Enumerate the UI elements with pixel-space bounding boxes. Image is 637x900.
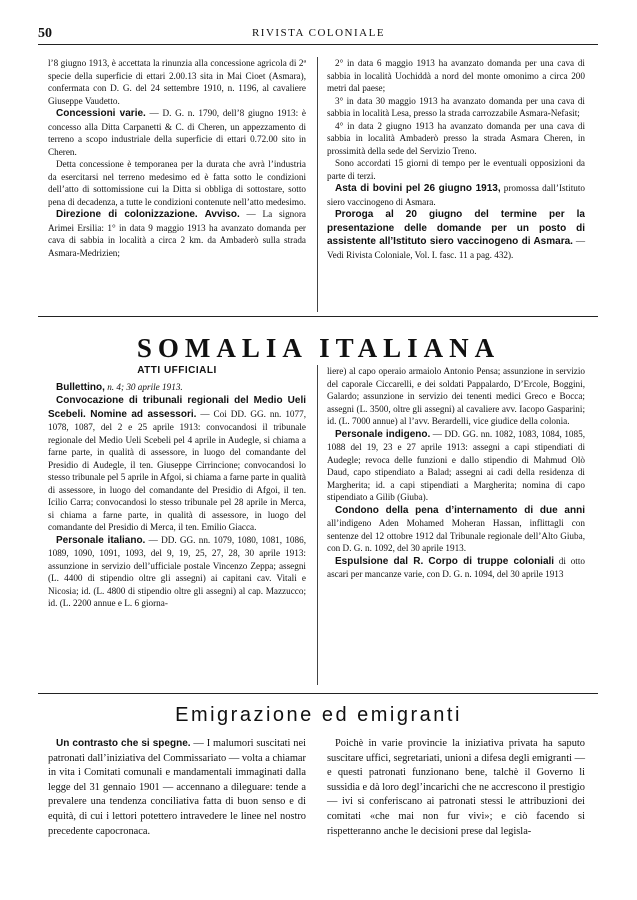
paragraph-with-heading <box>48 394 306 534</box>
emigrazione-left-column <box>48 737 306 839</box>
top-left-column <box>48 57 306 259</box>
paragraph-heading: Personale indigeno. <box>335 428 431 440</box>
top-right-column <box>327 57 585 261</box>
paragraph-text: Detta concessione è temporanea per la durata che avrà l’industria da esercitarsi nel terreno medesimo ed è fatta sotto le condizioni dell’atto di sottomissione cui la Ditta si obbliga di sottostare, sotto pena di decadenza, a tutte le condizioni contenute nell’atto medesimo. <box>48 159 306 207</box>
paragraph-text: all’indigeno Aden Mohamed Moheran Hassan, inflittagli con sentenze del 12 ottobre 1912 dal Tribunale regionale dell’Alto Giuba, con D. G. n. 1092, del 30 aprile 1913. <box>327 518 585 553</box>
section-rule-top <box>38 316 598 317</box>
paragraph-heading: Bullettino, <box>56 381 105 393</box>
somalia-right-column <box>327 365 585 581</box>
paragraph-text: l’8 giugno 1913, è accettata la rinunzia alla concessione agricola di 2ª specie della superficie di ettari 2.00.13 sita in Mai Cioet (Asmara), confermata con D. G. del 24 settembre 1910, n. 1196, al cavaliere Giuseppe Vaudetto. <box>48 58 306 106</box>
paragraph-with-heading <box>48 534 306 610</box>
paragraph-with-heading <box>327 555 585 581</box>
section-title-somalia: SOMALIA ITALIANA <box>136 333 501 363</box>
paragraph-heading: Direzione di colonizzazione. Avviso. <box>56 209 240 220</box>
paragraph-text: — I malumori suscitati nei patronati dall’iniziativa del Commissariato — volta a chiamar in vita i Comitati comunali e mandamentali immaginati dalla legge del 31 gennaio 1901 — accennano a dileguare: tende a prevalere una tendenza conciliativa fatta di buon senso e di equità, di cui i lettori potettero intravedere le linee nel nostro precedente capocronaca. <box>48 738 306 837</box>
paragraph-with-heading <box>327 504 585 555</box>
paragraph <box>327 95 585 120</box>
paragraph <box>327 365 585 428</box>
emigrazione-right-column <box>327 737 585 839</box>
paragraph-heading: Proroga al 20 giugno del termine per la presentazione delle domande per un posto di assistente all’Istituto siero vaccinogeno di Asmara. <box>327 209 585 247</box>
paragraph-with-heading <box>327 208 585 261</box>
paragraph-text: liere) al capo operaio armaiolo Antonio Pensa; assunzione in servizio del caporale Ciccarelli, e dei soldati Pappalardo, D’Ercole, Boggini, Galardo; assunzione in servizio dei tenenti medici Greco e Bocca; assegni (L. 3500, oltre gli assegni) al cavaliere avv. Iacopo Gasparini; id. (L. 7000 annue) al l’avv. Berardelli, vice giudice della colonia. <box>327 366 585 426</box>
somalia-column-divider <box>317 365 318 685</box>
paragraph-with-heading <box>327 182 585 208</box>
paragraph <box>48 158 306 208</box>
paragraph-with-heading <box>48 107 306 158</box>
paragraph-text: 3° in data 30 maggio 1913 ha avanzato domanda per una cava di sabbia in località Lesa, presso la strada carrozzabile Asmara-Nefasit; <box>327 95 585 118</box>
paragraph <box>327 737 585 839</box>
section-rule-bottom <box>38 693 598 694</box>
paragraph-heading: Condono della pena d’internamento di due anni <box>335 504 585 516</box>
paragraph-with-heading <box>327 428 585 504</box>
paragraph-heading: Convocazione di tribunali regionali del Medio Ueli Scebeli. Nomine ad assessori. <box>48 395 306 420</box>
paragraph-text: promossa dall’Istituto siero vaccinogeno di Asmara. <box>327 183 585 207</box>
paragraph-text: di otto ascari per mancanze varie, con D. G. n. 1094, del 30 aprile 1913 <box>327 555 585 579</box>
atti-ufficiali-heading: ATTI UFFICIALI <box>137 365 217 376</box>
paragraph-text: — DD. GG. nn. 1082, 1083, 1084, 1085, 1088 del 19, 23 e 27 aprile 1913: assegni a capi stipendiati di Audegle; revoca delle funzioni e dallo stipendio di Mahmud Olò Daud, capo stipendiato a Balad; assegni ai cadi della residenza di Margherita; id. a capi stipendiati a Margherita; nomina di capo stipendiato a Gilib (Giuba). <box>327 428 585 502</box>
paragraph-with-heading <box>48 381 306 395</box>
paragraph-text: — Vedi Rivista Coloniale, Vol. I. fasc. 11 a pag. 432). <box>327 236 585 260</box>
paragraph-with-heading <box>48 737 306 839</box>
paragraph-italic: n. 4; 30 aprile 1913. <box>104 381 183 392</box>
paragraph <box>48 57 306 107</box>
paragraph-heading: Un contrasto che si spegne. <box>56 738 191 749</box>
paragraph-text: Poichè in varie provincie la iniziativa privata ha saputo suscitare uffici, segretariati, unioni a difesa degli emigranti — e questi patronati funzionano bene, talchè il Governo li sussidia e dà loro degl’incarichi che ne accrescono il prestigio — ivi si conferiscano ai patronati stessi le attribuzioni dei comitati «che mai non fur vivi»; e ciò facendo si rispetteranno anche le decisioni prese dal legisla- <box>327 738 585 837</box>
paragraph-text: 4° in data 2 giugno 1913 ha avanzato domanda per una cava di sabbia in località Ambaderò presso la strada Asmara Cheren, in prossimità della sede del Servizio Treno. <box>327 120 585 156</box>
paragraph <box>327 120 585 158</box>
paragraph-text: — La signora Arimei Ersilia: 1° in data 9 maggio 1913 ha avanzato domanda per cava di sabbia in località a circa 2 km. da Ambaderò sulla strada Asmara-Medrizien; <box>48 209 306 258</box>
paragraph-heading: Personale italiano. <box>56 534 146 546</box>
running-title: RIVISTA COLONIALE <box>251 27 386 39</box>
paragraph-text: — DD. GG. nn. 1079, 1080, 1081, 1086, 1089, 1090, 1091, 1093, del 9, 19, 25, 27, 28, 30 aprile 1913: assunzione in servizio dell’ufficiale postale Vincenzo Zeppa; assegni (L. 4400 di stipendio oltre gli assegni) ai capitani cav. Vitali e Nicosia; id. (L. 4800 di stipendio oltre gli assegni) al cap. Mazzucco; id. (L. 2200 annue e L. 6 giorna- <box>48 534 306 608</box>
paragraph-heading: Asta di bovini pel 26 giugno 1913, <box>335 183 501 194</box>
page-number: 50 <box>38 26 52 41</box>
paragraph <box>327 157 585 182</box>
paragraph-text: — D. G. n. 1790, dell’8 giugno 1913: è concesso alla Ditta Carpanetti & C. di Cheren, un appezzamento di terreno a scopo industriale della superficie di ettari 0.72.00 sito in Cheren. <box>48 108 306 157</box>
top-column-divider <box>317 57 318 312</box>
paragraph-text: 2° in data 6 maggio 1913 ha avanzato domanda per una cava di sabbia in località Uochiddà a nord del monte omonimo a circa 200 metri dal paese; <box>327 58 585 93</box>
paragraph-heading: Espulsione dal R. Corpo di truppe coloniali <box>335 555 555 567</box>
section-title-emigrazione: Emigrazione ed emigranti <box>175 704 462 726</box>
paragraph-heading: Concessioni varie. <box>56 108 146 119</box>
paragraph-text: — Coi DD. GG. nn. 1077, 1078, 1087, del 2 e 25 aprile 1913: convocandosi il tribunale regionale del Medio Ueli Scebeli pel 4 aprile in Audegle, si chiama a farne parte, in qualità di assessore, in luogo del comandante del Presidio di Audegle, il ten. Giuseppe Cirrincione; convocandosi lo stesso tribunale pel 5 aprile in Afgoi, si chiama a farne parte in qualità di assessore, in luogo del comandante del Presidio di Afgoi, il ten. Icilio Carra; convocandosi lo stesso tribunale pel 28 aprile in Merca, si chiama a farne parte, in qualità di assessore, in luogo del comandante del Presidio di Merca, il ten. Emilio Giacca. <box>48 408 306 532</box>
paragraph <box>327 57 585 95</box>
paragraph-with-heading <box>48 208 306 259</box>
somalia-left-column <box>48 365 306 610</box>
header-rule <box>38 44 598 45</box>
paragraph-text: Sono accordati 15 giorni di tempo per le eventuali opposizioni da parte di terzi. <box>327 158 585 181</box>
